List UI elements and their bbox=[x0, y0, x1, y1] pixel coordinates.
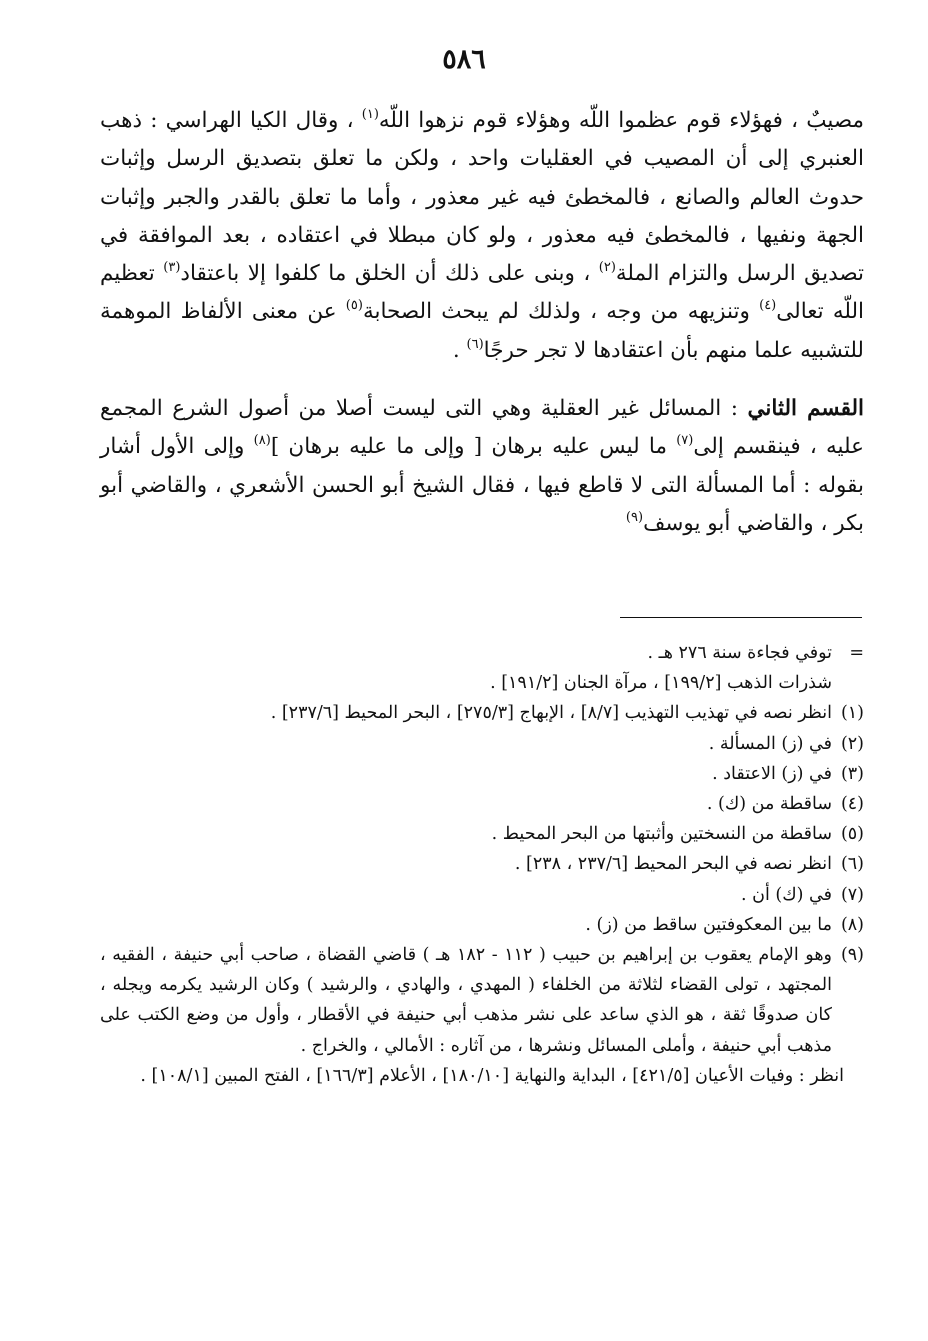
text-run: وتنزيهه من وجه ، ولذلك لم يبحث الصحابة bbox=[362, 299, 760, 325]
footnote-number: (٥) bbox=[840, 824, 864, 845]
footnote-2 bbox=[100, 729, 864, 759]
footnote-ref-9[interactable]: (٩) bbox=[625, 509, 644, 525]
text-run: عن معنى الألفاظ الموهمة للتشبيه علما منهم بأن اعتقادها لا تجر حرجًا bbox=[100, 299, 864, 363]
paragraph-2 bbox=[100, 390, 864, 543]
footnote-text: ساقطة من (ك) . bbox=[706, 794, 832, 815]
footnote-number: (٣) bbox=[840, 763, 864, 784]
footnote-continuation bbox=[100, 668, 864, 698]
footnote-ref-4[interactable]: (٤) bbox=[759, 298, 777, 314]
text-run: مصيبٌ ، فهؤلاء قوم عظموا اللّه وهؤلاء قوم نزهوا اللّه bbox=[378, 108, 865, 133]
footnote-6 bbox=[100, 849, 864, 879]
footnote-text: في (ز) المسألة . bbox=[708, 733, 832, 754]
main-text bbox=[100, 102, 864, 543]
footnote-number: (٩) bbox=[840, 945, 864, 966]
footnote-ref-8[interactable]: (٨) bbox=[253, 433, 271, 449]
footnotes bbox=[100, 638, 864, 1091]
footnote-1 bbox=[100, 698, 864, 728]
text-run: تعظيم اللّه تعالى bbox=[100, 261, 865, 325]
footnote-7 bbox=[100, 880, 864, 910]
continuation-marker: = bbox=[849, 643, 864, 663]
text-run: وإلى الأول أشار بقوله : أما المسألة التى لا قاطع فيها ، فقال الشيخ أبو الحسن الأشعري ، والقاضي أبو بكر ، والقاضي أبو يوسف bbox=[100, 434, 864, 536]
footnote-ref-2[interactable]: (٢) bbox=[598, 260, 616, 276]
text-run: ، وقال الكيا الهراسي : ذهب العنبري إلى أن المصيب في العقليات واحد ، ولكن ما تعلق بتصديق الرسل وإثبات حدوث العالم والصانع ، فالمخطئ فيه غير معذور ، وأما ما تعلق بالقدر والجبر وإثبات الجهة ونفيها ، فالمخطئ فيه معذور ، ولو كان مبطلا في اعتقاده ، بعد الموافقة في تصديق الرسل والتزام الملة bbox=[100, 108, 865, 287]
footnote-ref-3[interactable]: (٣) bbox=[163, 260, 181, 276]
footnote-continuation bbox=[100, 638, 864, 668]
paragraph-1 bbox=[100, 102, 864, 370]
footnote-ref-1[interactable]: (١) bbox=[361, 107, 379, 122]
footnote-number: (١) bbox=[840, 703, 864, 724]
footnote-ref-5[interactable]: (٥) bbox=[345, 298, 363, 314]
section-heading: القسم الثاني bbox=[747, 396, 864, 422]
text-run: ، وبنى على ذلك أن الخلق ما كلفوا إلا باعتقاد bbox=[180, 261, 599, 287]
text-run: : المسائل غير العقلية وهي التى ليست أصلا من أصول الشرع المجمع عليه ، فينقسم إلى bbox=[100, 396, 864, 460]
footnote-text: انظر نصه في البحر المحيط [٢٣٧/٦ ، ٢٣٨] . bbox=[514, 854, 832, 875]
footnote-ref-6[interactable]: (٦) bbox=[466, 336, 484, 352]
footnote-9-sources bbox=[100, 1061, 864, 1091]
footnote-number: (٨) bbox=[840, 914, 864, 935]
footnote-3 bbox=[100, 759, 864, 789]
footnote-number: (٦) bbox=[840, 854, 864, 875]
footnote-9 bbox=[100, 940, 864, 1061]
footnote-ref-7[interactable]: (٧) bbox=[676, 433, 694, 449]
footnote-text: ما بين المعكوفتين ساقط من (ز) . bbox=[585, 914, 832, 935]
text-run: . bbox=[452, 337, 467, 363]
footnote-number: (٢) bbox=[840, 733, 864, 754]
footnote-text: شذرات الذهب [١٩٩/٢] ، مرآة الجنان [١٩١/٢] . bbox=[490, 673, 832, 694]
footnote-5 bbox=[100, 819, 864, 849]
footnote-text: انظر نصه في تهذيب التهذيب [٨/٧] ، الإبهاج [٢٧٥/٣] ، البحر المحيط [٢٣٧/٦] . bbox=[270, 703, 832, 724]
footnote-text: ساقطة من النسختين وأثبتها من البحر المحيط . bbox=[491, 824, 832, 845]
footnote-text: وهو الإمام يعقوب بن إبراهيم بن حبيب ( ١١٢ - ١٨٢ هـ ) قاضي القضاة ، صاحب أبي حنيفة ، الفقيه ، المجتهد ، تولى القضاء لثلاثة من الخلفاء ( المهدي ، والهادي ، والرشيد ) وكان الرشيد يكرمه ويجله ، كان صدوقًا ثقة ، هو الذي ساعد على نشر مذهب أبي حنيفة في الأقطار ، وأول من وضع الكتب على مذهب أبي حنيفة ، وأملى المسائل ونشرها ، من آثاره : الأمالي ، والخراج . bbox=[100, 945, 832, 1056]
footnote-text: في (ك) أن . bbox=[741, 884, 832, 905]
footnote-4 bbox=[100, 789, 864, 819]
footnote-number: (٧) bbox=[840, 884, 864, 905]
footnote-text: في (ز) الاعتقاد . bbox=[712, 763, 832, 784]
page-number: ٥٨٦ bbox=[442, 44, 486, 75]
footnote-text: انظر : وفيات الأعيان [٤٢١/٥] ، البداية والنهاية [١٨٠/١٠] ، الأعلام [١٦٦/٣] ، الفتح المبين [١٠٨/١] . bbox=[140, 1065, 844, 1086]
footnote-separator bbox=[620, 617, 862, 618]
text-run: ما ليس عليه برهان [ وإلى ما عليه برهان ] bbox=[270, 434, 677, 460]
footnote-8 bbox=[100, 910, 864, 940]
footnote-number: (٤) bbox=[840, 794, 864, 815]
footnote-text: توفي فجاءة سنة ٢٧٦ هـ . bbox=[647, 643, 832, 663]
